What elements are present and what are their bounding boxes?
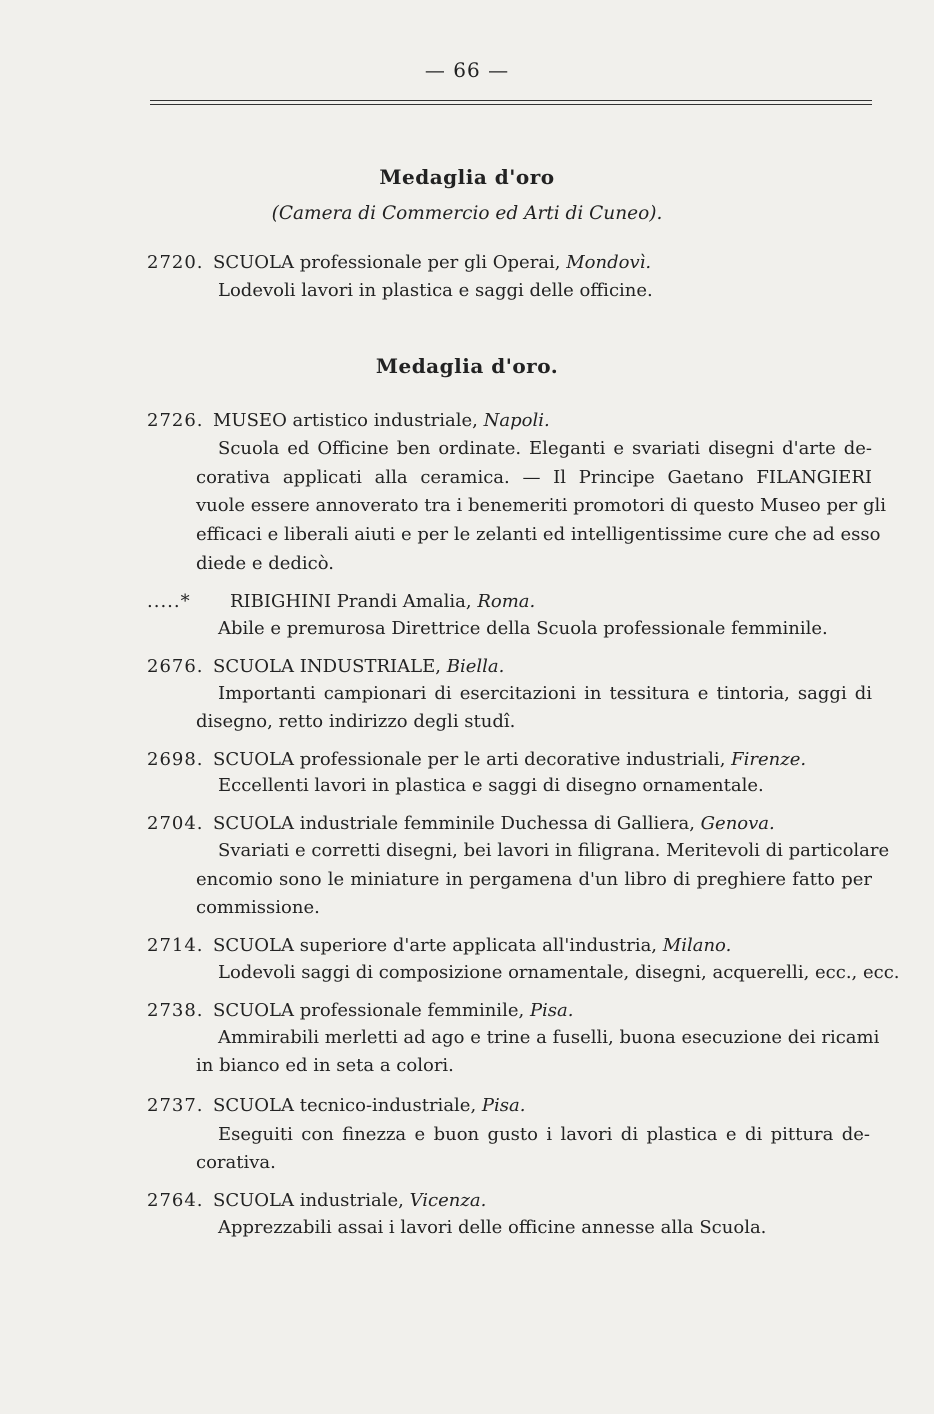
entry-number: 2738. [147,1000,204,1021]
entry-description-line: vuole essere annoverato tra i benemeriti promotori di questo Museo per gli [196,495,887,516]
entry-title [213,410,550,431]
entry-title [213,656,504,677]
entry-name: SCUOLA superiore d'arte applicata all'industria, [213,935,658,956]
entry-place: Napoli. [483,410,550,431]
entry-description-line: Ammirabili merletti ad ago e trine a fuselli, buona esecuzione dei ricami [218,1027,880,1048]
entry-title [230,591,535,612]
entry-title [213,749,806,770]
entry-name: RIBIGHINI Prandi Amalia, [230,591,472,612]
entry-name: SCUOLA professionale per le arti decorative industriali, [213,749,726,770]
entry-name: SCUOLA professionale per gli Operai, [213,252,561,273]
entry-title [213,935,731,956]
entry-place: Mondovì. [566,252,652,273]
entry-name: SCUOLA industriale femminile Duchessa di Galliera, [213,813,695,834]
entry-description-line: Scuola ed Officine ben ordinate. Eleganti e svariati disegni d'arte de- [218,438,872,459]
page-number: — 66 — [424,58,510,82]
section-subheading: (Camera di Commercio ed Arti di Cuneo). [271,203,663,224]
entry-description: Lodevoli saggi di composizione ornamentale, disegni, acquerelli, ecc., ecc. [218,962,900,983]
entry-place: Pisa. [529,1000,574,1021]
entry-description-line: corativa applicati alla ceramica. — Il Principe Gaetano FILANGIERI [196,467,872,488]
section-heading: Medaglia d'oro [379,165,555,189]
entry-number: 2726. [147,410,204,431]
entry-name: MUSEO artistico industriale, [213,410,478,431]
section-heading: Medaglia d'oro. [375,354,559,378]
entry-description: Abile e premurosa Direttrice della Scuola professionale femminile. [218,618,828,639]
entry-number: 2714. [147,935,204,956]
entry-title [213,1190,486,1211]
entry-description: Lodevoli lavori in plastica e saggi delle officine. [218,280,653,301]
entry-title [213,1095,525,1116]
entry-number: 2737. [147,1095,204,1116]
entry-name: SCUOLA tecnico-industriale, [213,1095,477,1116]
header-rule-thin [150,104,872,105]
entry-place: Genova. [700,813,775,834]
entry-number: 2704. [147,813,204,834]
entry-title [213,252,651,273]
entry-description: Eccellenti lavori in plastica e saggi di disegno ornamentale. [218,775,764,796]
entry-description: Apprezzabili assai i lavori delle officine annesse alla Scuola. [218,1217,767,1238]
entry-description-line: Eseguiti con finezza e buon gusto i lavori di plastica e di pittura de- [218,1124,870,1145]
entry-description-line: commissione. [196,897,320,918]
entry-place: Firenze. [731,749,807,770]
entry-name: SCUOLA professionale femminile, [213,1000,525,1021]
entry-description-line: efficaci e liberali aiuti e per le zelanti ed intelligentissime cure che ad esso [196,524,881,545]
entry-number: 2676. [147,656,204,677]
entry-description-line: in bianco ed in seta a colori. [196,1055,454,1076]
entry-description-line: disegno, retto indirizzo degli studî. [196,711,516,732]
entry-number: .....* [147,591,191,612]
entry-place: Roma. [477,591,536,612]
entry-place: Biella. [446,656,505,677]
entry-description-line: corativa. [196,1152,276,1173]
entry-description-line: encomio sono le miniature in pergamena d'un libro di preghiere fatto per [196,869,872,890]
entry-title [213,1000,574,1021]
entry-description-line: diede e dedicò. [196,553,334,574]
entry-number: 2720. [147,252,204,273]
entry-description-line: Importanti campionari di esercitazioni in tessitura e tintoria, saggi di [218,683,872,704]
entry-description-line: Svariati e corretti disegni, bei lavori in filigrana. Meritevoli di particolare [218,840,890,861]
entry-place: Vicenza. [409,1190,487,1211]
entry-name: SCUOLA industriale, [213,1190,404,1211]
header-rule [150,100,872,101]
entry-number: 2764. [147,1190,204,1211]
entry-place: Pisa. [481,1095,526,1116]
entry-number: 2698. [147,749,204,770]
entry-title [213,813,775,834]
entry-name: SCUOLA INDUSTRIALE, [213,656,441,677]
entry-place: Milano. [662,935,732,956]
